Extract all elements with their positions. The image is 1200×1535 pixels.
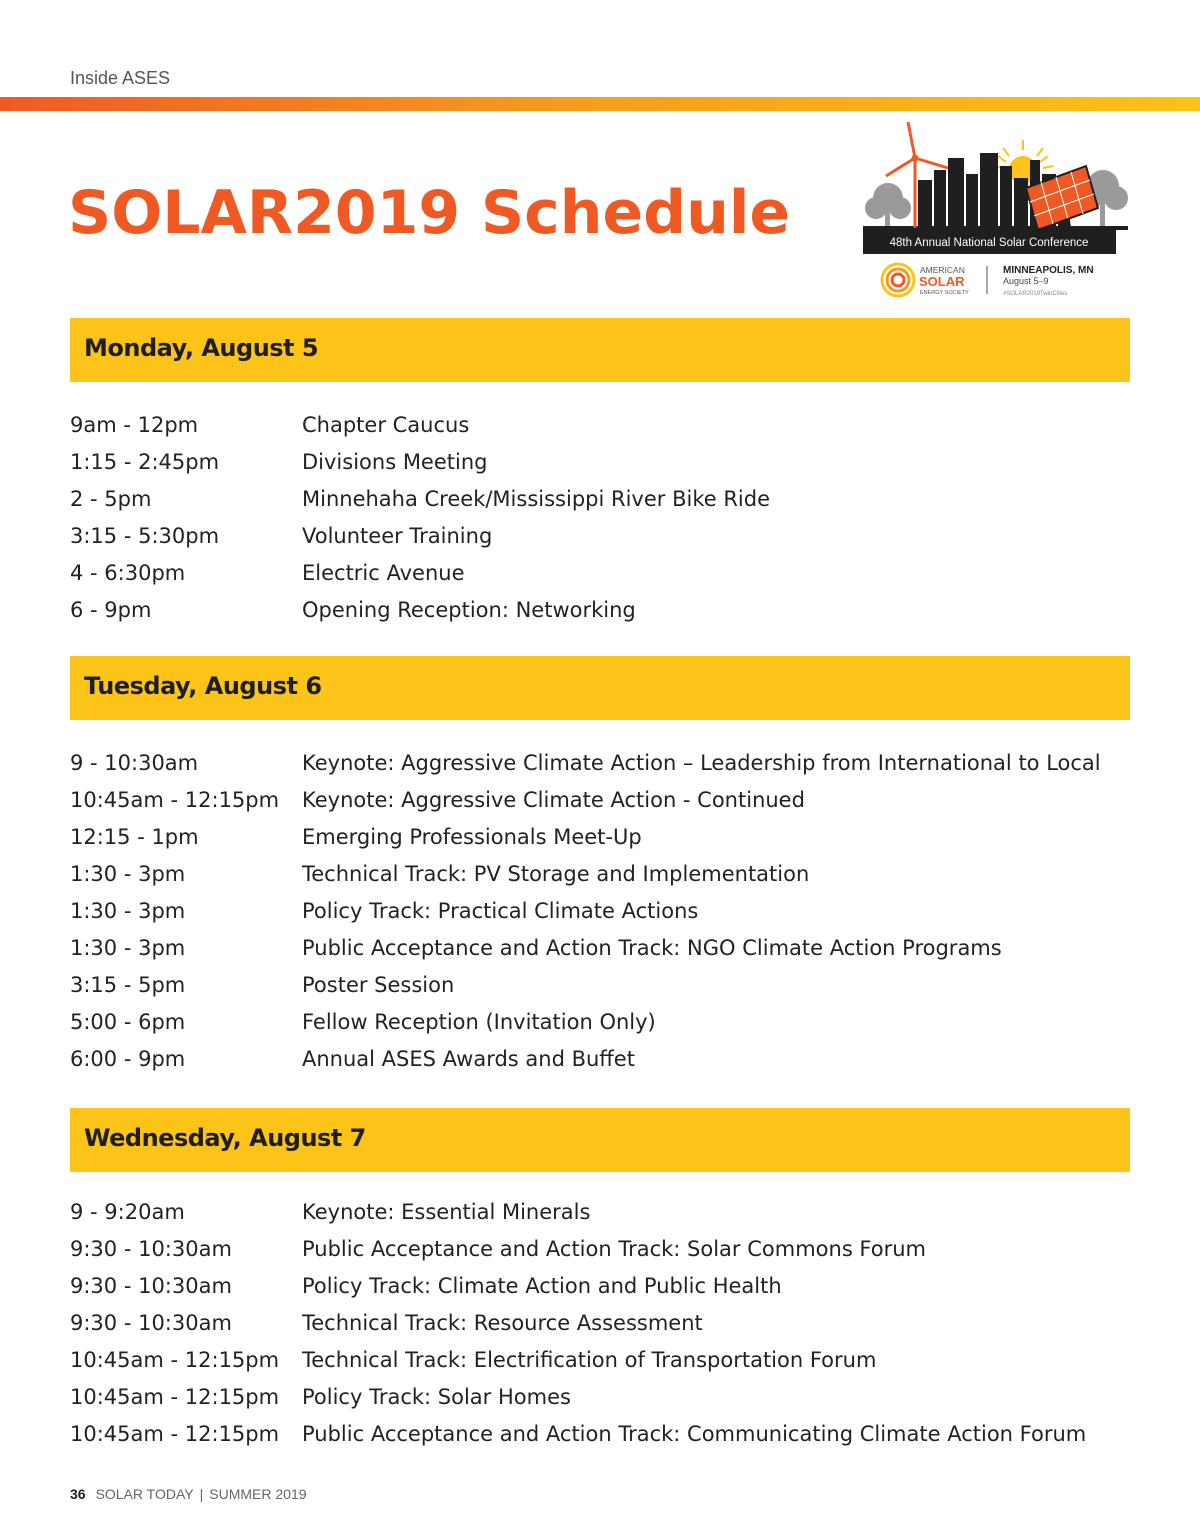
session-time: 10:45am - 12:15pm xyxy=(70,1421,280,1446)
schedule-row xyxy=(70,1193,1150,1230)
schedule-row xyxy=(70,1341,1150,1378)
publication-name: SOLAR TODAY xyxy=(95,1486,194,1502)
logo-banner-text: 48th Annual National Solar Conference xyxy=(889,237,1089,249)
schedule-row xyxy=(70,1230,1150,1267)
schedule-list-tuesday xyxy=(70,744,1150,1077)
schedule-row xyxy=(70,1304,1150,1341)
day-label: Tuesday, August 6 xyxy=(84,672,322,700)
schedule-row xyxy=(70,517,1150,554)
session-title: Policy Track: Practical Climate Actions xyxy=(302,898,699,923)
session-time: 1:30 - 3pm xyxy=(70,935,186,960)
session-title: Technical Track: Electrification of Transportation Forum xyxy=(302,1347,877,1372)
schedule-row xyxy=(70,591,1150,628)
page-number: 36 xyxy=(70,1486,86,1502)
session-title: Public Acceptance and Action Track: Communicating Climate Action Forum xyxy=(302,1421,1087,1446)
session-time: 10:45am - 12:15pm xyxy=(70,1384,280,1409)
day-label: Monday, August 5 xyxy=(84,334,319,362)
session-title: Electric Avenue xyxy=(302,560,465,585)
schedule-row xyxy=(70,480,1150,517)
session-title: Public Acceptance and Action Track: NGO Climate Action Programs xyxy=(302,935,1002,960)
session-title: Emerging Professionals Meet-Up xyxy=(302,824,642,849)
session-title: Public Acceptance and Action Track: Solar Commons Forum xyxy=(302,1236,927,1261)
session-title: Keynote: Aggressive Climate Action - Continued xyxy=(302,787,805,812)
page-footer xyxy=(70,1486,307,1502)
schedule-list-wednesday xyxy=(70,1193,1150,1452)
session-title: Policy Track: Climate Action and Public Health xyxy=(302,1273,782,1298)
session-title: Divisions Meeting xyxy=(302,449,488,474)
session-title: Opening Reception: Networking xyxy=(302,597,636,622)
logo-hashtag: #SOLAR2019TwinCities xyxy=(1003,291,1068,297)
session-title: Keynote: Aggressive Climate Action – Leadership from International to Local xyxy=(302,750,1101,775)
footer-separator: | xyxy=(199,1486,204,1502)
session-time: 9:30 - 10:30am xyxy=(70,1273,232,1298)
session-time: 1:15 - 2:45pm xyxy=(70,449,220,474)
session-time: 9am - 12pm xyxy=(70,412,199,437)
schedule-row xyxy=(70,781,1150,818)
schedule-row xyxy=(70,1003,1150,1040)
session-time: 10:45am - 12:15pm xyxy=(70,787,280,812)
day-label: Wednesday, August 7 xyxy=(84,1124,366,1152)
session-time: 10:45am - 12:15pm xyxy=(70,1347,280,1372)
session-time: 3:15 - 5pm xyxy=(70,972,186,997)
schedule-row xyxy=(70,443,1150,480)
schedule-row xyxy=(70,818,1150,855)
logo-dates: August 5–9 xyxy=(1003,276,1049,286)
schedule-row xyxy=(70,855,1150,892)
schedule-row xyxy=(70,406,1150,443)
session-title: Volunteer Training xyxy=(302,523,493,548)
session-title: Poster Session xyxy=(302,972,455,997)
section-label: Inside ASES xyxy=(70,68,171,88)
session-time: 6:00 - 9pm xyxy=(70,1046,186,1071)
logo-org-line3: ENERGY SOCIETY xyxy=(920,290,969,296)
schedule-row xyxy=(70,1378,1150,1415)
session-title: Annual ASES Awards and Buffet xyxy=(302,1046,635,1071)
logo-city: MINNEAPOLIS, MN xyxy=(1003,265,1094,276)
session-time: 9:30 - 10:30am xyxy=(70,1236,232,1261)
ases-swirl-icon xyxy=(882,264,914,296)
conference-logo xyxy=(858,118,1133,303)
logo-org-line2: SOLAR xyxy=(919,274,965,289)
header-rule xyxy=(0,97,1200,111)
schedule-row xyxy=(70,966,1150,1003)
schedule-row xyxy=(70,1040,1150,1077)
session-time: 9 - 10:30am xyxy=(70,750,199,775)
schedule-row xyxy=(70,929,1150,966)
session-title: Keynote: Essential Minerals xyxy=(302,1199,591,1224)
schedule-row xyxy=(70,1415,1150,1452)
session-title: Technical Track: Resource Assessment xyxy=(302,1310,703,1335)
session-time: 1:30 - 3pm xyxy=(70,898,186,923)
session-time: 5:00 - 6pm xyxy=(70,1009,186,1034)
session-time: 4 - 6:30pm xyxy=(70,560,186,585)
session-time: 9:30 - 10:30am xyxy=(70,1310,232,1335)
logo-org-line1: AMERICAN xyxy=(920,265,965,275)
session-time: 12:15 - 1pm xyxy=(70,824,199,849)
session-time: 2 - 5pm xyxy=(70,486,152,511)
day-header-monday xyxy=(70,318,1130,382)
session-title: Technical Track: PV Storage and Implementation xyxy=(302,861,810,886)
session-time: 9 - 9:20am xyxy=(70,1199,185,1224)
session-time: 3:15 - 5:30pm xyxy=(70,523,220,548)
session-title: Fellow Reception (Invitation Only) xyxy=(302,1009,656,1034)
day-header-tuesday xyxy=(70,656,1130,720)
session-title: Chapter Caucus xyxy=(302,412,470,437)
session-title: Minnehaha Creek/Mississippi River Bike Ride xyxy=(302,486,770,511)
day-header-wednesday xyxy=(70,1108,1130,1172)
schedule-row xyxy=(70,892,1150,929)
page-title: SOLAR2019 Schedule xyxy=(68,178,791,248)
session-title: Policy Track: Solar Homes xyxy=(302,1384,571,1409)
schedule-row xyxy=(70,554,1150,591)
schedule-list-monday xyxy=(70,406,1150,628)
schedule-row xyxy=(70,744,1150,781)
session-time: 1:30 - 3pm xyxy=(70,861,186,886)
session-time: 6 - 9pm xyxy=(70,597,152,622)
issue-label: SUMMER 2019 xyxy=(209,1486,307,1502)
schedule-row xyxy=(70,1267,1150,1304)
